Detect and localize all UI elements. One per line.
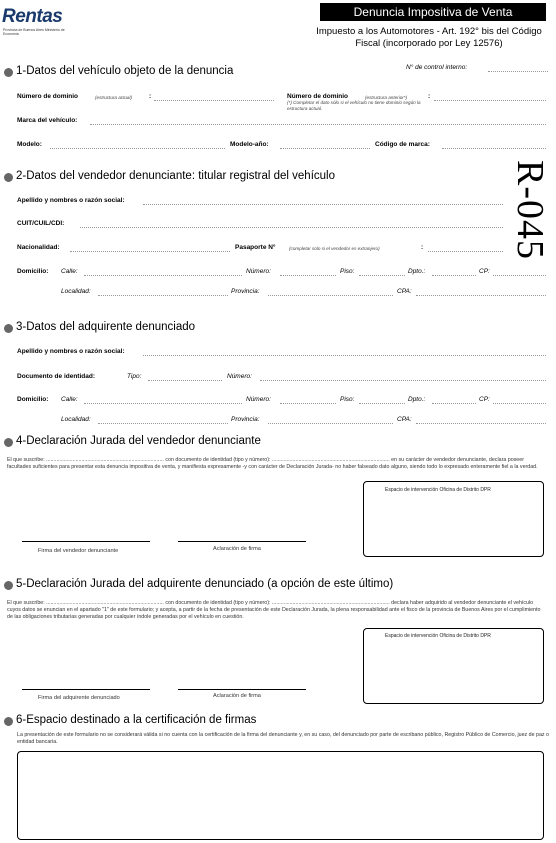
adquirente-cpa-label: CPA: — [397, 416, 412, 423]
cuit-field[interactable] — [80, 227, 503, 228]
vendedor-calle-label: Calle: — [61, 268, 78, 275]
vendedor-localidad-label: Localidad: — [61, 288, 91, 295]
documento-tipo-field[interactable] — [148, 380, 222, 381]
form-code: R-045 — [509, 160, 551, 260]
section-bullet-icon — [4, 717, 13, 726]
modelo-anio-field[interactable] — [280, 148, 370, 149]
cuit-label: CUIT/CUIL/CDI: — [17, 220, 65, 227]
adquirente-piso-label: Piso: — [340, 396, 355, 403]
dominio-label: Número de dominio — [17, 93, 79, 100]
dominio-hint: (estructura actual) — [95, 95, 133, 100]
control-number-label: N° de control interno: — [406, 64, 468, 71]
documento-numero-label: Número: — [227, 373, 252, 380]
aclaracion-vendedor-label: Aclaración de firma — [213, 546, 261, 552]
declaracion-adquirente-text: El que suscribe: ................................................................................ con documento de identidad (tipo y número): ................................................................................ declara haber adquirido al vendedor denunciante el vehículo cuyos datos se enuncian en el apartado "1" de este formulario; y acepta, a partir de la fecha de presentación de este Declaración Jurada, la plena responsabilidad ante el fisco de la provincia de Buenos Aires por el cumplimiento de las obligaciones tributarias generadas por cualquier índole generadas por el vehículo en cuestión. — [7, 600, 541, 621]
adquirente-numero-field[interactable] — [280, 403, 336, 404]
section-bullet-icon — [4, 438, 13, 447]
adquirente-localidad-label: Localidad: — [61, 416, 91, 423]
firma-adquirente-label: Firma del adquirente denunciado — [38, 695, 120, 701]
pasaporte-label: Pasaporte N° — [235, 244, 276, 251]
aclaracion-adquirente-label: Aclaración de firma — [213, 693, 261, 699]
dpr-intervention-label-5: Espacio de intervención Oficina de Distrito DPR — [385, 633, 491, 639]
documento-numero-field[interactable] — [260, 380, 546, 381]
modelo-anio-label: Modelo-año: — [230, 141, 269, 148]
vendedor-piso-label: Piso: — [340, 268, 355, 275]
marca-label: Marca del vehículo: — [17, 117, 78, 124]
section-bullet-icon — [4, 68, 13, 77]
section-1-title: 1-Datos del vehículo objeto de la denuncia — [16, 65, 234, 77]
section-3-title: 3-Datos del adquirente denunciado — [16, 321, 196, 333]
pasaporte-hint: (completar solo si el vendedor es extranjero) — [289, 246, 380, 251]
adquirente-numero-label: Número: — [246, 396, 271, 403]
codigo-marca-field[interactable] — [442, 148, 546, 149]
section-2-title: 2-Datos del vendedor denunciante: titular registral del vehículo — [16, 170, 335, 182]
vendedor-nombre-label: Apellido y nombres o razón social: — [17, 197, 125, 204]
dominio-anterior-note: (*) Completar el dato sólo si el vehículo no tiene dominio según la estructura actual. — [287, 100, 421, 111]
vendedor-cp-field[interactable] — [493, 275, 546, 276]
adquirente-localidad-field[interactable] — [98, 423, 228, 424]
pasaporte-colon: : — [421, 244, 424, 251]
modelo-label: Modelo: — [17, 141, 42, 148]
vendedor-nombre-field[interactable] — [143, 204, 503, 205]
dominio-anterior-field[interactable] — [434, 100, 546, 101]
codigo-marca-label: Código de marca: — [375, 141, 430, 148]
marca-field[interactable] — [90, 124, 546, 125]
form-subtitle: Impuesto a los Automotores - Art. 192° bis del Código Fiscal (incorporado por Ley 12576) — [316, 26, 542, 49]
adquirente-piso-field[interactable] — [359, 403, 405, 404]
adquirente-cpa-field[interactable] — [416, 423, 546, 424]
vendedor-provincia-field[interactable] — [268, 295, 393, 296]
firma-vendedor-label: Firma del vendedor denunciante — [38, 548, 119, 554]
modelo-field[interactable] — [50, 148, 225, 149]
vendedor-cpa-label: CPA: — [397, 288, 412, 295]
adquirente-dpto-field[interactable] — [432, 403, 476, 404]
adquirente-nombre-label: Apellido y nombres o razón social: — [17, 348, 125, 355]
certificacion-text: La presentación de este formulario no se considerará válida si no cuenta con la certificación de la firma del denunciante y, en su caso, del denunciado por parte de escribano público, Registro Público de Comercio, juez de paz o entidad bancaria. — [17, 732, 549, 746]
aclaracion-adquirente-line[interactable] — [178, 689, 306, 690]
dpr-intervention-box-5 — [363, 628, 544, 704]
vendedor-cp-label: CP: — [479, 268, 490, 275]
vendedor-dpto-field[interactable] — [432, 275, 476, 276]
vendedor-provincia-label: Provincia: — [231, 288, 260, 295]
vendedor-dpto-label: Dpto.: — [408, 268, 426, 275]
pasaporte-field[interactable] — [428, 251, 503, 252]
adquirente-provincia-label: Provincia: — [231, 416, 260, 423]
declaracion-vendedor-text: El que suscribe: ................................................................................ con documento de identidad (tipo y número): ................................................................................ en su carácter de vendedor denunciante, declara poseer facultades suficientes para presentar esta denuncia impositiva de venta, y manifiesta expresamente -y con carácter de Declaración Jurada- no haber falseado dato alguno, siendo todo lo expresado enteramente fiel a la verdad. — [7, 457, 538, 471]
adquirente-cp-label: CP: — [479, 396, 490, 403]
dpr-intervention-label-4: Espacio de intervención Oficina de Distrito DPR — [385, 487, 491, 493]
adquirente-calle-field[interactable] — [84, 403, 242, 404]
dominio-anterior-colon: : — [428, 93, 431, 100]
adquirente-provincia-field[interactable] — [268, 423, 393, 424]
dominio-anterior-label: Número de dominio — [287, 93, 349, 100]
nacionalidad-label: Nacionalidad: — [17, 244, 60, 251]
logo-subtext: Provincia de Buenos Aires Ministerio de Economía — [3, 28, 65, 36]
vendedor-domicilio-label: Domicilio: — [17, 268, 49, 275]
vendedor-cpa-field[interactable] — [416, 295, 546, 296]
form-title: Denuncia Impositiva de Venta — [320, 3, 546, 21]
adquirente-cp-field[interactable] — [493, 403, 546, 404]
aclaracion-vendedor-line[interactable] — [178, 541, 306, 542]
dominio-colon: : — [149, 93, 152, 100]
rentas-logo: Rentas — [2, 6, 63, 27]
section-6-title: 6-Espacio destinado a la certificación de firmas — [16, 714, 257, 726]
adquirente-domicilio-label: Domicilio: — [17, 396, 49, 403]
documento-label: Documento de identidad: — [17, 373, 95, 380]
section-bullet-icon — [4, 581, 13, 590]
certificacion-box[interactable] — [17, 751, 544, 840]
firma-vendedor-line[interactable] — [22, 541, 150, 542]
section-5-title: 5-Declaración Jurada del adquirente denunciado (a opción de este último) — [16, 578, 394, 590]
section-bullet-icon — [4, 324, 13, 333]
vendedor-piso-field[interactable] — [359, 275, 405, 276]
dominio-field[interactable] — [154, 100, 274, 101]
adquirente-nombre-field[interactable] — [143, 355, 546, 356]
firma-adquirente-line[interactable] — [22, 689, 150, 690]
vendedor-localidad-field[interactable] — [98, 295, 228, 296]
adquirente-dpto-label: Dpto.: — [408, 396, 426, 403]
section-4-title: 4-Declaración Jurada del vendedor denunciante — [16, 435, 261, 447]
nacionalidad-field[interactable] — [70, 251, 230, 252]
documento-tipo-label: Tipo: — [127, 373, 142, 380]
vendedor-calle-field[interactable] — [84, 275, 242, 276]
vendedor-numero-field[interactable] — [280, 275, 336, 276]
adquirente-calle-label: Calle: — [61, 396, 78, 403]
dominio-anterior-hint: (estructura anterior*) — [365, 95, 408, 100]
vendedor-numero-label: Número: — [246, 268, 271, 275]
control-number-field[interactable] — [488, 71, 548, 72]
section-bullet-icon — [4, 173, 13, 182]
